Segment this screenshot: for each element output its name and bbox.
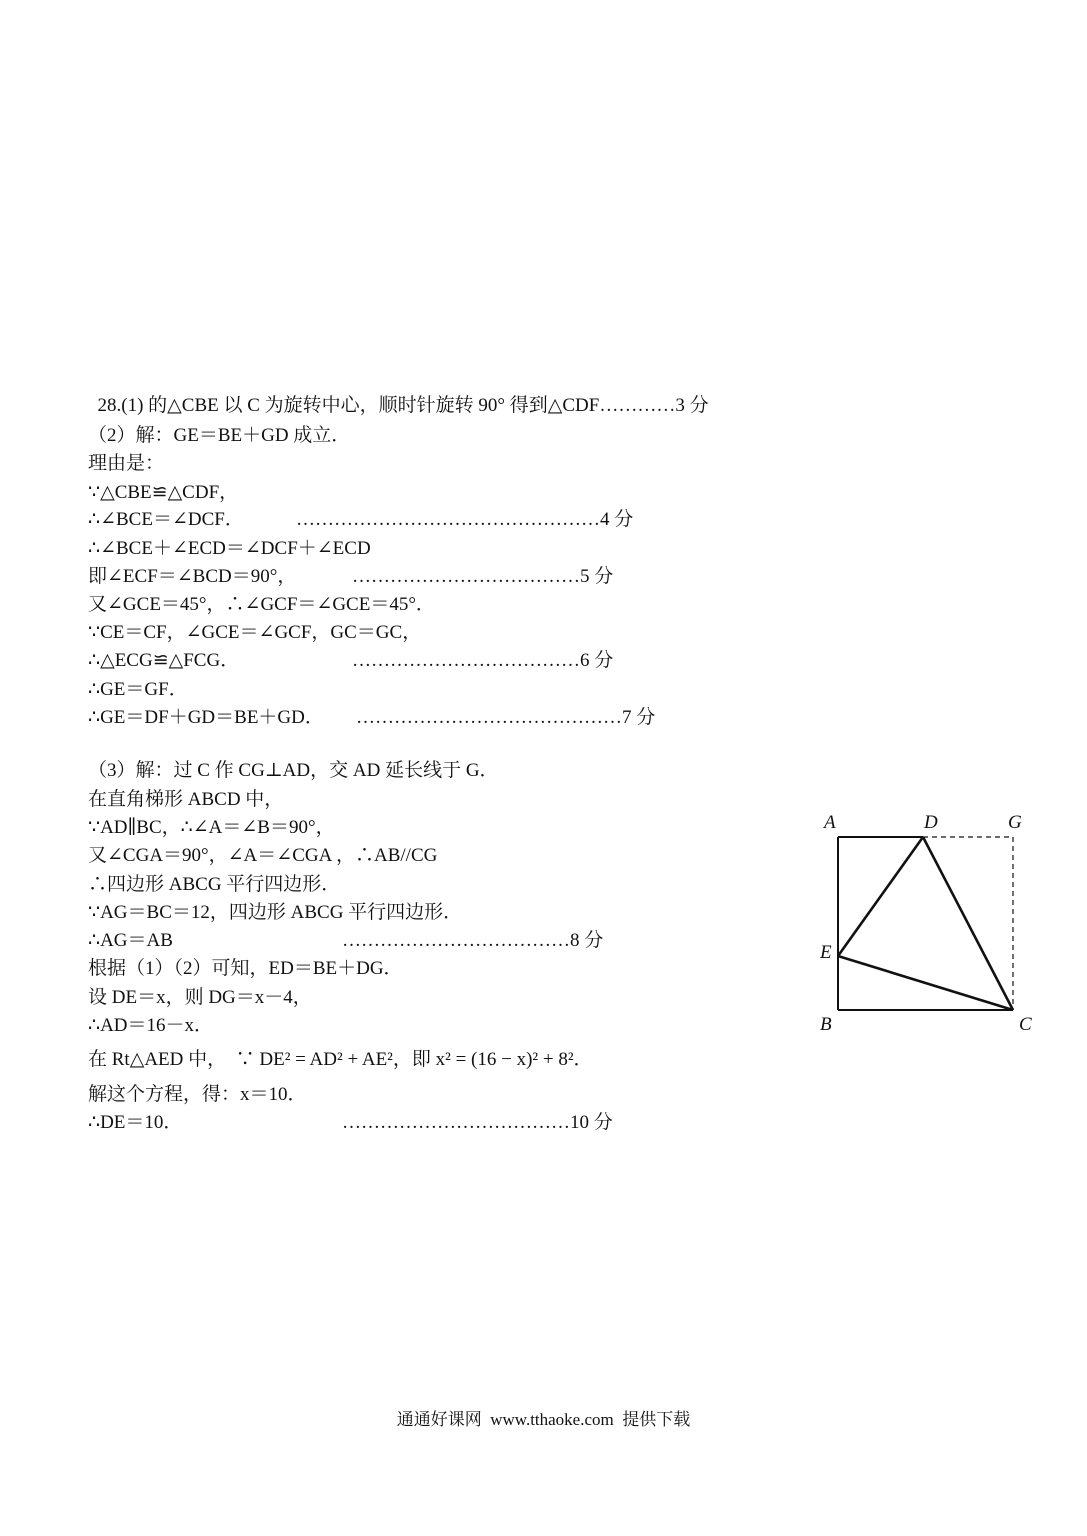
part1-dots: ………… (599, 395, 676, 416)
line-text: ∴∠BCE＝∠DCF． (88, 509, 244, 530)
score-label: 10 分 (570, 1112, 613, 1133)
dots: ……………………………… (342, 930, 570, 951)
line-text: 解这个方程，得：x＝10． (88, 1084, 307, 1105)
line-text: ∴四边形 ABCG 平行四边形． (88, 874, 341, 895)
part1-line (88, 367, 709, 419)
part3-line (88, 787, 283, 813)
part2-line (88, 536, 371, 562)
part3-line (88, 1047, 593, 1073)
line-text: ∵AD∥BC，∴∠A＝∠B＝90°， (88, 817, 335, 838)
dots: ……………………………… (352, 650, 580, 671)
part3-line (88, 872, 340, 898)
part1-score: 3 分 (675, 395, 709, 416)
score-label: 6 分 (580, 650, 614, 671)
line-text: （2）解：GE＝BE＋GD 成立． (88, 425, 351, 446)
line-text: ∵△CBE≌△CDF， (88, 482, 239, 503)
label-A: A (824, 812, 836, 833)
line-text: 根据（1）（2）可知，ED＝BE＋DG． (88, 958, 403, 979)
part3-line (88, 1082, 307, 1108)
label-C: C (1019, 1014, 1032, 1035)
label-G: G (1008, 812, 1022, 833)
part3-line (88, 928, 173, 954)
score-label: 8 分 (570, 930, 604, 951)
line-text: ∴AD＝16－x． (88, 1015, 214, 1036)
part1-text: 28.(1) 的△CBE 以 C 为旋转中心，顺时针旋转 90° 得到△CDF (97, 395, 600, 416)
part2-line (88, 705, 324, 731)
line-text: 在 Rt△AED 中， ∵ DE² = AD² + AE²，即 x² = (16 − x)² + 8²． (88, 1049, 593, 1070)
part2-line (88, 620, 421, 646)
page-footer: 通通好课网 www.tthaoke.com 提供下载 (396, 1410, 691, 1429)
geometry-figure (800, 800, 1060, 1050)
line-text: 理由是： (88, 453, 165, 474)
line-text: ∴AG＝AB (88, 930, 173, 951)
part3-line (88, 1110, 182, 1136)
line-text: ∴△ECG≌△FCG． (88, 650, 240, 671)
part2-line (88, 480, 238, 506)
part2-line (88, 648, 239, 674)
dots: ………………………………………… (296, 509, 600, 530)
part2-line (88, 423, 350, 449)
label-D: D (924, 812, 938, 833)
part3-line (88, 1013, 213, 1039)
line-text: 又∠CGA＝90°，∠A＝∠CGA ，∴AB//CG (88, 845, 438, 866)
dots: …………………………………… (356, 707, 622, 728)
score-label: 4 分 (600, 509, 634, 530)
score-dots (342, 928, 603, 954)
score-dots (356, 705, 655, 731)
label-E: E (820, 942, 832, 963)
line-text: 在直角梯形 ABCD 中， (88, 789, 284, 810)
line-text: 即∠ECF＝∠BCD＝90°， (88, 566, 297, 587)
segment-EC (838, 956, 1013, 1010)
score-label: 7 分 (622, 707, 656, 728)
part3-line (88, 815, 335, 841)
part3-line (88, 985, 312, 1011)
line-text: （3）解：过 C 作 CG⊥AD，交 AD 延长线于 G． (88, 760, 499, 781)
score-dots (296, 507, 633, 533)
line-text: 又∠GCE＝45°，∴∠GCF＝∠GCE＝45°． (88, 594, 435, 615)
line-text: ∴DE＝10． (88, 1112, 183, 1133)
part3-line (88, 956, 403, 982)
segment-DC (923, 837, 1013, 1010)
part2-line (88, 451, 164, 477)
dots: ……………………………… (342, 1112, 570, 1133)
part3-line (88, 843, 437, 869)
score-dots (352, 648, 613, 674)
line-text: ∴GE＝GF． (88, 679, 188, 700)
part3-line (88, 758, 499, 784)
segment-ED (838, 837, 923, 956)
score-label: 5 分 (580, 566, 614, 587)
line-text: ∴GE＝DF＋GD＝BE＋GD． (88, 707, 324, 728)
part2-line (88, 677, 188, 703)
line-text: ∵CE＝CF，∠GCE＝∠GCF，GC＝GC， (88, 622, 422, 643)
part2-line (88, 507, 244, 533)
dots: ……………………………… (352, 566, 580, 587)
part2-line (88, 592, 435, 618)
label-B: B (820, 1014, 832, 1035)
part3-line (88, 900, 462, 926)
score-dots (352, 564, 613, 590)
line-text: ∴∠BCE＋∠ECD＝∠DCF＋∠ECD (88, 538, 371, 559)
line-text: 设 DE＝x，则 DG＝x－4， (88, 987, 312, 1008)
score-dots (342, 1110, 613, 1136)
part2-line (88, 564, 296, 590)
line-text: ∵AG＝BC＝12，四边形 ABCG 平行四边形． (88, 902, 463, 923)
